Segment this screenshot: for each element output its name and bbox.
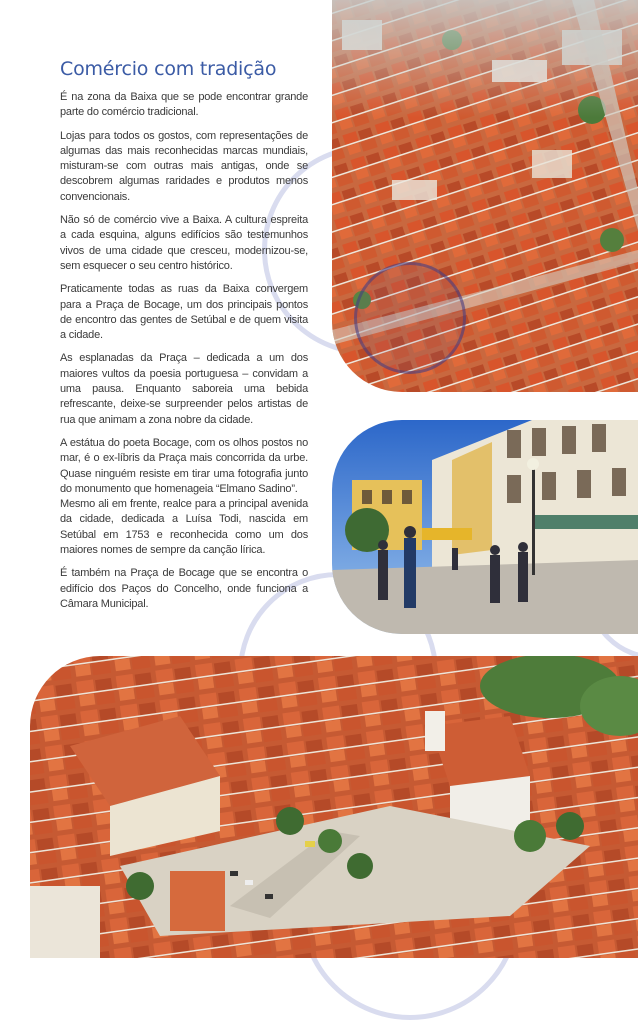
praca-bocage-aerial-photo [30, 656, 638, 958]
article-paragraph-8: É também na Praça de Bocage que se encontra o edifício dos Paços do Concelho, onde funciona a Câmara Municipal. [60, 567, 308, 610]
article-paragraph-1: É na zona da Baixa que se pode encontrar grande parte do comércio tradicional. [60, 91, 308, 119]
article-paragraph-4: Praticamente todas as ruas da Baixa convergem para a Praça de Bocage, um dos principais pontos de encontro das gentes de Setúbal e de quem visita a cidade. [60, 283, 308, 342]
praca-bocage-aerial-image [30, 656, 638, 958]
seal-emblem-icon [354, 262, 466, 374]
article-title: Comércio com tradição [60, 58, 277, 80]
article-paragraph-6: A estátua do poeta Bocage, com os olhos postos no mar, é o ex-líbris da Praça mais concorrida da urbe. Quase ninguém resiste em tirar uma fotografia junto do monumento que homenageia “Elmano Sadino”. [60, 436, 308, 495]
shopping-street-image [332, 420, 638, 634]
article-paragraph-5: As esplanadas da Praça – dedicada a um dos maiores vultos da poesia portuguesa – convidam a uma pausa. Enquanto saboreia uma bebida refrescante, deixe-se surpreender pelos artistas de rua que animam a zona nobre da cidade. [60, 352, 308, 426]
shopping-street-photo [332, 420, 638, 634]
article-column [60, 58, 308, 620]
article-paragraph-2: Lojas para todos os gostos, com representações de algumas das mais reconhecidas marcas mundiais, misturam-se com outras mais antigas, onde se descobrem algumas raridades e produtos menos convencionais. [60, 129, 308, 203]
article-paragraph-3: Não só de comércio vive a Baixa. A cultura espreita a cada esquina, alguns edifícios são testemunhos vivos de uma cidade que cresceu, modernizou-se, sem esquecer o seu centro histórico. [60, 214, 308, 272]
article-paragraph-7: Mesmo ali em frente, realce para a principal avenida da cidade, dedicada a Luísa Todi, nascida em Setúbal em 1753 e reconhecida como um dos maiores nomes de sempre da canção lírica. [60, 498, 308, 557]
